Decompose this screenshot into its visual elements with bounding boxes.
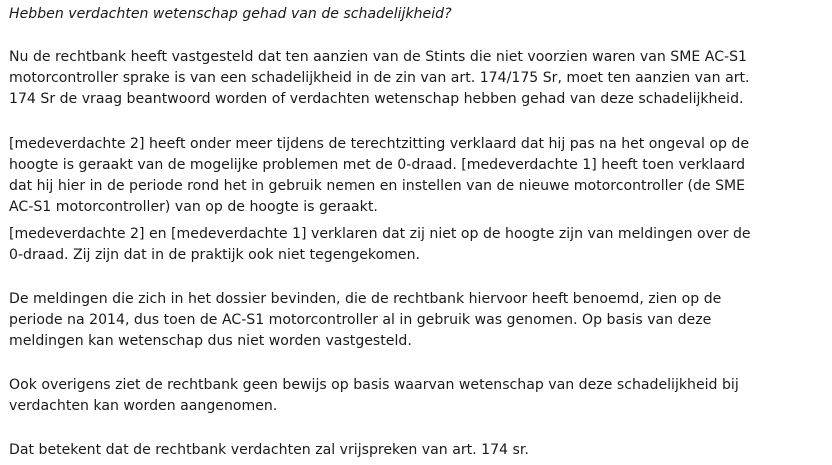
paragraph-line: De meldingen die zich in het dossier bevinden, die de rechtbank hiervoor heeft benoemd, zien op de [9, 291, 722, 307]
paragraph-line: hoogte is geraakt van de mogelijke problemen met de 0-draad. [medeverdachte 1] heeft toen verklaard [9, 157, 746, 173]
paragraph-dossier-reports [9, 289, 721, 352]
paragraph-line: Ook overigens ziet de rechtbank geen bewijs op basis waarvan wetenschap van deze schadelijkheid bij [9, 377, 739, 393]
paragraph-line: [medeverdachte 2] en [medeverdachte 1] verklaren dat zij niet op de hoogte zijn van meldingen over de [9, 226, 751, 242]
paragraph-line: meldingen kan wetenschap dus niet worden vastgesteld. [9, 333, 412, 349]
paragraph-line: 0-draad. Zij zijn dat in de praktijk ook niet tegengekomen. [9, 247, 421, 263]
paragraph-line: Dat betekent dat de rechtbank verdachten zal vrijspreken van art. 174 sr. [9, 442, 529, 458]
paragraph-knowledge-question [9, 47, 750, 110]
paragraph-line: [medeverdachte 2] heeft onder meer tijdens de terechtzitting verklaard dat hij pas na het ongeval op de [9, 136, 750, 152]
paragraph-line: Nu de rechtbank heeft vastgesteld dat ten aanzien van de Stints die niet voorzien waren van SME AC-S1 [9, 49, 748, 65]
paragraph-line: dat hij hier in de periode rond het in gebruik nemen en instellen van de nieuwe motorcontroller (de SME [9, 178, 746, 194]
paragraph-no-evidence [9, 375, 739, 417]
paragraph-line: periode na 2014, dus toen de AC-S1 motorcontroller al in gebruik was genomen. Op basis van deze [9, 312, 712, 328]
section-heading: Hebben verdachten wetenschap gehad van de schadelijkheid? [9, 6, 452, 22]
paragraph-line: motorcontroller sprake is van een schadelijkheid in de zin van art. 174/175 Sr, moet ten aanzien van art. [9, 70, 750, 86]
paragraph-statements-hearing [9, 134, 749, 218]
paragraph-line: verdachten kan worden aangenomen. [9, 398, 278, 414]
paragraph-line: 174 Sr de vraag beantwoord worden of verdachten wetenschap hebben gehad van deze schadelijkheid. [9, 91, 744, 107]
paragraph-line: AC-S1 motorcontroller) van op de hoogte is geraakt. [9, 199, 378, 215]
paragraph-reports-unknown [9, 224, 751, 266]
paragraph-conclusion [9, 440, 529, 461]
